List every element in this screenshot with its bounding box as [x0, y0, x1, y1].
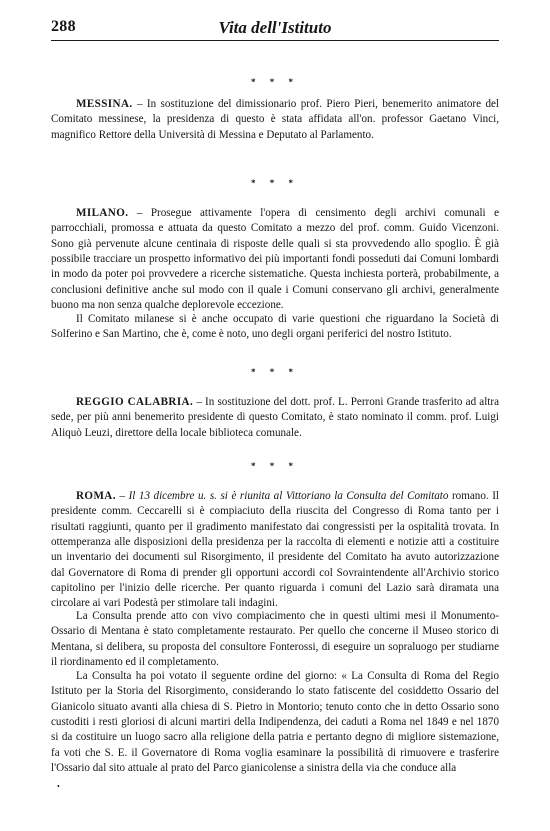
paragraph-text: romano. Il presidente comm. Ceccarelli si è compiaciuto della riuscita del Congresso di Roma tanto per i risultati raggiunti, quanto per il gradimento manifestato dai congressisti per la ospitalità trovata. In ottemperanza alle disposizioni della presidenza per la raccolta di elementi e notizie atti a costituire un inventario dei documenti sul Risorgimento, il presidente del Comitato ha avuto autorizzazione dal Governatore di Roma di prender gli opportuni accordi col Sovraintendente all'Archivio storico capitolino per l'inizio delle ricerche. Per quanto riguarda i comuni del Lazio sarà diramata una circolare ai vari Podestà per stimolare tali indagini.: [51, 490, 499, 610]
paragraph-roma-3: La Consulta ha poi votato il seguente ordine del giorno: « La Consulta di Roma del Regio Istituto per la Storia del Risorgimento, considerando lo stato fatiscente del cosiddetto Ossario del Gianicolo situato avanti alla chiesa di S. Pietro in Montorio; tenuto conto che in detto Ossario sono custoditi i resti gloriosi di alcuni martiri della Indipendenza, dei caduti a Roma nel 1849 e nel 1870 si da costituire un luogo sacro alla religione della patria e pertanto degno di migliore sistemazione, fa voti che S. E. il Governatore di Roma voglia esaminare la possibilità di rimuovere e trasferire l'Ossario dal sito attuale al prato del Parco gianicolense a sinistra della via che conduce alla: [51, 670, 499, 775]
section-separator: * * *: [251, 461, 299, 471]
place-name-reggio: REGGIO CALABRIA.: [76, 396, 194, 408]
page-number: 288: [51, 18, 76, 35]
paragraph-text: – In sostituzione del dimissionario prof. Piero Pieri, benemerito animatore del Comitato messinese, la presidenza di questo è stata affidata all'on. professor Gaetano Vinci, magnifico Rettore della Università di Messina e Deputato al Parlamento.: [51, 98, 499, 141]
paragraph-text: – In sostituzione del dott. prof. L. Perroni Grande trasferito ad altra sede, per più anni benemerito presidente di questo Comitato, è stato nominato il comm. prof. Luigi Aliquò Leuzi, direttore della locale biblioteca comunale.: [51, 396, 499, 439]
paragraph-roma: [51, 489, 499, 612]
page-header: [51, 18, 499, 40]
stray-mark: •: [57, 782, 60, 791]
header-rule: [51, 40, 499, 41]
place-name-roma: ROMA.: [76, 490, 116, 502]
paragraph-reggio-calabria: [51, 395, 499, 441]
paragraph-roma-2: La Consulta prende atto con vivo compiacimento che in questi ultimi mesi il Monumento-Ossario di Mentana è stato completamente restaurato. Per quello che concerne il Museo storico di Mentana, si delibera, su proposta del consultore Fonterossi, di eseguire un sopraluogo per studiarne il riordinamento ed il completamento.: [51, 610, 499, 669]
running-head: Vita dell'Istituto: [218, 18, 332, 37]
paragraph-lead-italic: – Il 13 dicembre u. s. si è riunita al Vittoriano la Consulta del Comitato: [115, 490, 449, 502]
section-separator: * * *: [251, 367, 299, 377]
place-name-messina: MESSINA.: [76, 98, 133, 110]
paragraph-messina: [51, 97, 499, 143]
paragraph-milano-2: Il Comitato milanese si è anche occupato di varie questioni che riguardano la Società di Solferino e San Martino, che è, come è noto, uno degli organi periferici del nostro Istituto.: [51, 313, 499, 341]
place-name-milano: MILANO.: [76, 207, 129, 219]
section-separator: * * *: [251, 178, 299, 188]
section-separator: * * *: [251, 77, 299, 87]
paragraph-text: – Prosegue attivamente l'opera di censimento degli archivi comunali e parrocchiali, promossa e attuata da questo Comitato a mezzo del prof. comm. Guido Vicenzoni. Sono già pervenute alcune centinaia di risposte delle quali si sta provvedendo allo spoglio. È già possibile tracciare un prospetto informativo dei più importanti fondi posseduti dai Comuni lombardi in modo da poter poi provvedere a ricerche sistematiche. Questa inchiesta porterà, probabilmente, a conclusioni definitive anche sul modo con il quale i Comuni conservano gli archivi, generalmente buono ma non senza qualche deplorevole eccezione.: [51, 207, 499, 312]
paragraph-milano: [51, 206, 499, 313]
